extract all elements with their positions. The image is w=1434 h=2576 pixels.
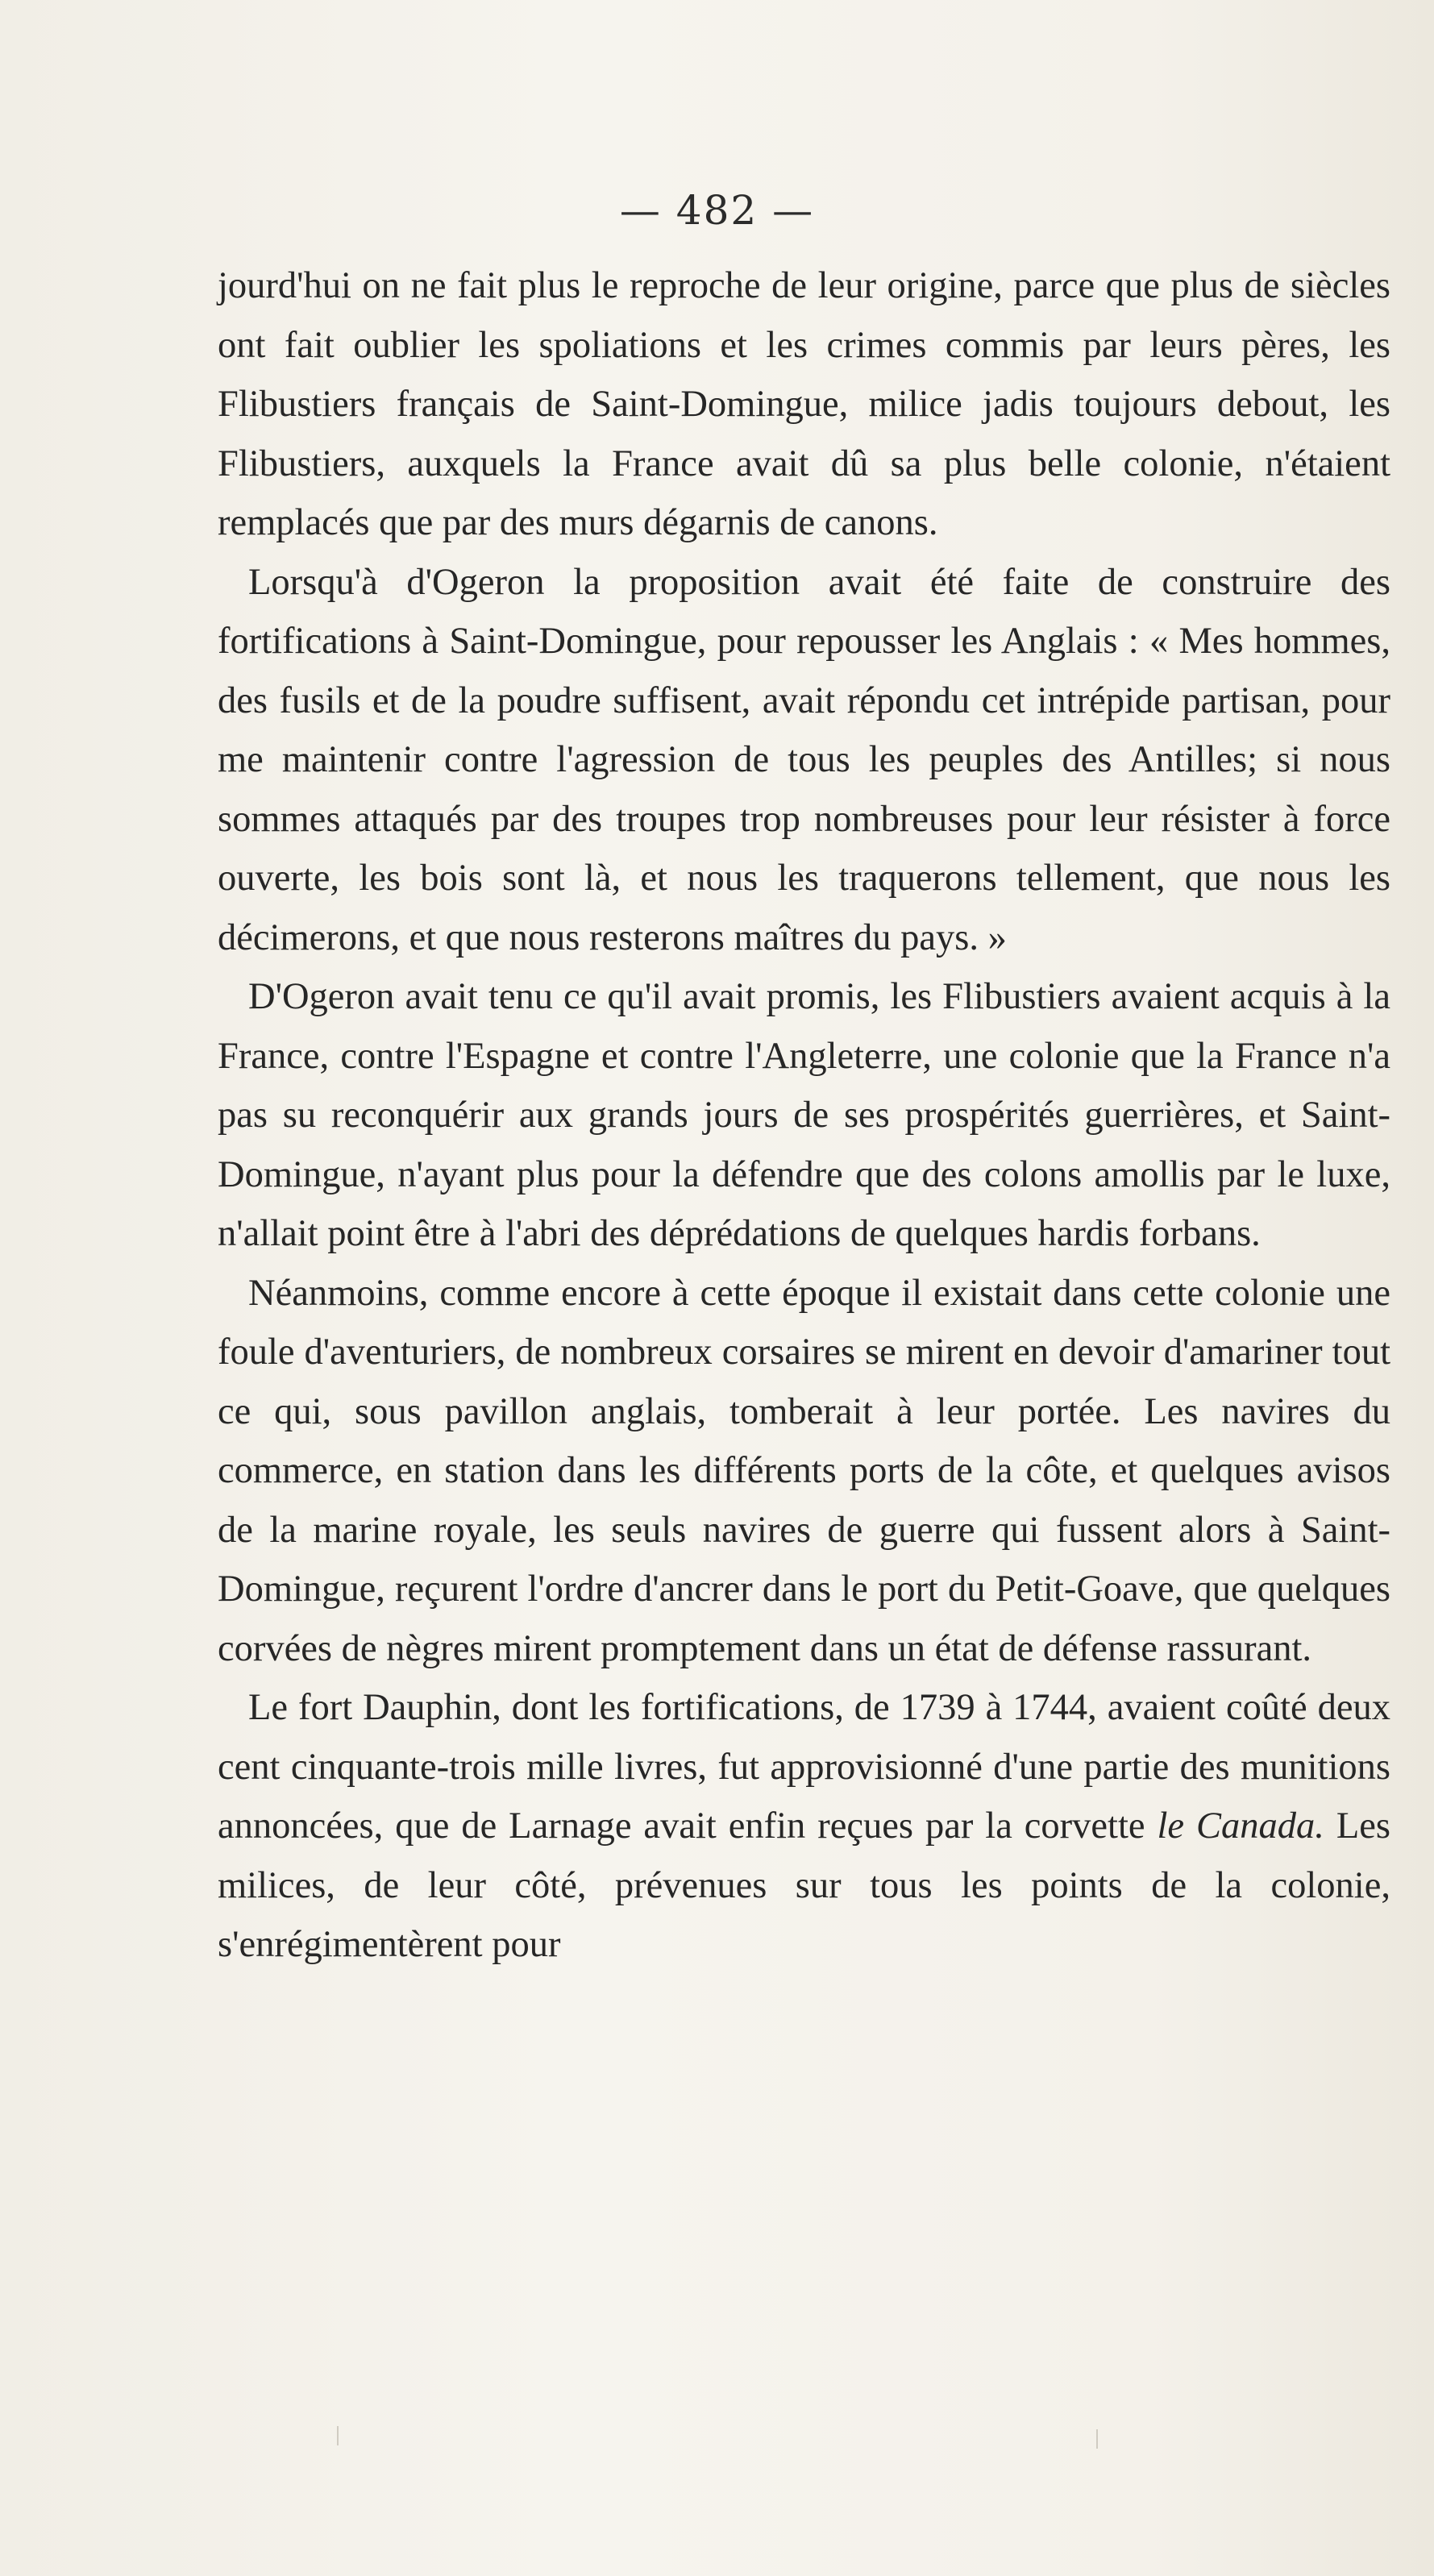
- paragraph-5: [218, 1678, 1390, 1975]
- page-number: — 482 —: [619, 187, 815, 234]
- ship-name: le Canada.: [1157, 1805, 1324, 1847]
- paragraph-5-text-before: Le fort Dauphin, dont les fortifications, de 1739 à 1744, avaient coûté deux cent cinquante-trois mille livres, fut approvisionné d'une partie des munitions annoncées, que de Larnage avait enfin reçues par la corvette: [218, 1687, 1390, 1847]
- paragraph-2: Lorsqu'à d'Ogeron la proposition avait été faite de construire des fortifications à Saint-Domingue, pour repousser les Anglais : « Mes hommes, des fusils et de la poudre suffisent, avait répondu cet intrépide partisan, pour me maintenir contre l'agression de tous les peuples des Antilles; si nous sommes attaqués par des troupes trop nombreuses pour leur résister à force ouverte, les bois sont là, et nous les traquerons tellement, que nous les décimerons, et que nous resterons maîtres du pays. »: [218, 561, 1390, 958]
- footer-mark: [337, 2426, 339, 2445]
- body-text: [218, 256, 1390, 1975]
- paragraph-5-text-after: Les milices, de leur côté, prévenues sur tous les points de la colonie, s'enrégimentèrent pour: [218, 1805, 1390, 1965]
- footer-mark: [1096, 2429, 1098, 2449]
- paragraph-1: jourd'hui on ne fait plus le reproche de leur origine, parce que plus de siècles ont fait oublier les spoliations et les crimes commis par leurs pères, les Flibustiers français de Saint-Domingue, milice jadis toujours debout, les Flibustiers, auxquels la France avait dû sa plus belle colonie, n'étaient remplacés que par des murs dégarnis de canons.: [218, 265, 1390, 543]
- paragraph-3: D'Ogeron avait tenu ce qu'il avait promis, les Flibustiers avaient acquis à la France, contre l'Espagne et contre l'Angleterre, une colonie que la France n'a pas su reconquérir aux grands jours de ses prospérités guerrières, et Saint-Domingue, n'ayant plus pour la défendre que des colons amollis par le luxe, n'allait point être à l'abri des déprédations de quelques hardis forbans.: [218, 976, 1390, 1254]
- paragraph-4: Néanmoins, comme encore à cette époque il existait dans cette colonie une foule d'aventuriers, de nombreux corsaires se mirent en devoir d'amariner tout ce qui, sous pavillon anglais, tomberait à leur portée. Les navires du commerce, en station dans les différents ports de la côte, et quelques avisos de la marine royale, les seuls navires de guerre qui fussent alors à Saint-Domingue, reçurent l'ordre d'ancrer dans le port du Petit-Goave, que quelques corvées de nègres mirent promptement dans un état de défense rassurant.: [218, 1272, 1390, 1669]
- footer-bleed-marks: [226, 2426, 1386, 2447]
